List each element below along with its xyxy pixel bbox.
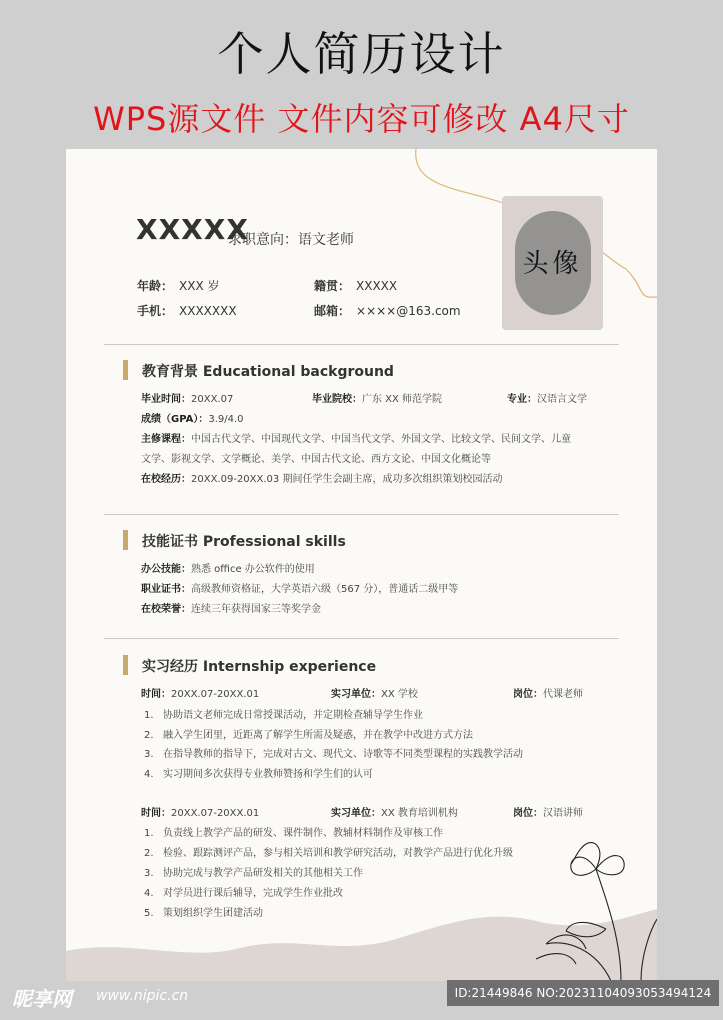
gpa-value: 3.9/4.0 [208, 414, 244, 425]
job2-item: 1. 负责线上教学产品的研发、课件制作、教辅材料制作及审核工作 [144, 828, 443, 839]
job-intent: 求职意向：语文老师 [228, 232, 354, 248]
grad-time-value: 20XX.07 [191, 394, 234, 405]
age-label: 年龄： [137, 279, 174, 293]
job-post-value: 汉语讲师 [543, 808, 583, 819]
job-item-text: 融入学生团里，近距离了解学生所需及疑惑，并在教学中改进方式方法 [163, 730, 473, 741]
job1-item: 1. 协助语文老师完成日常授课活动，并定期检查辅导学生作业 [144, 710, 423, 721]
job-time-label: 时间： [141, 689, 171, 700]
job-item-text: 检验、跟踪测评产品，参与相关培训和教学研究活动，对教学产品进行优化升级 [163, 848, 513, 859]
office-value: 熟悉 office 办公软件的使用 [191, 564, 315, 575]
banner-subtitle: WPS源文件 文件内容可修改 A4尺寸 [93, 100, 630, 138]
job1-time [141, 685, 259, 700]
photo-label: 头像 [522, 249, 583, 279]
job-unit-label: 实习单位： [331, 689, 381, 700]
job-post-value: 代课老师 [543, 689, 583, 700]
courses-label: 主修课程： [141, 434, 191, 445]
grad-time-label: 毕业时间： [141, 394, 191, 405]
job1-post [513, 685, 583, 700]
certificate [141, 580, 458, 595]
cert-label: 职业证书： [141, 584, 191, 595]
divider [104, 514, 619, 515]
section-marker [123, 530, 128, 550]
job1-item: 2. 融入学生团里，近距离了解学生所需及疑惑，并在教学中改进方式方法 [144, 730, 473, 741]
photo-placeholder [502, 196, 603, 330]
honor [141, 600, 321, 615]
major-label: 专业： [507, 394, 537, 405]
job-time-value: 20XX.07-20XX.01 [171, 808, 260, 819]
job-item-text: 实习期间多次获得专业教师赞扬和学生们的认可 [163, 769, 373, 780]
banner-title: 个人简历设计 [217, 27, 506, 81]
image-id-bar: ID:21449846 NO:20231104093053494124 [447, 980, 719, 1006]
phone-value: XXXXXXX [179, 304, 237, 318]
candidate-name: XXXXX [136, 213, 249, 246]
resume-page [66, 149, 657, 981]
job2-item: 4. 对学员进行课后辅导，完成学生作业批改 [144, 888, 343, 899]
school-exp-value: 20XX.09-20XX.03 期间任学生会副主席，成功多次组织策划校园活动 [191, 474, 503, 485]
grad-time [141, 390, 233, 405]
office-label: 办公技能： [141, 564, 191, 575]
cert-value: 高级教师资格证，大学英语六级（567 分），普通话二级甲等 [191, 584, 459, 595]
watermark-logo: 昵享网 [12, 987, 72, 1011]
job-item-text: 协助完成与教学产品研发相关的其他相关工作 [163, 868, 363, 879]
email-row [314, 302, 461, 319]
courses [141, 430, 571, 445]
job-item-text: 负责线上教学产品的研发、课件制作、教辅材料制作及审核工作 [163, 828, 443, 839]
age-value: XXX 岁 [179, 279, 220, 293]
job-item-text: 协助语文老师完成日常授课活动，并定期检查辅导学生作业 [163, 710, 423, 721]
grad-school [312, 390, 442, 405]
courses-cont: 文学、影视文学、文学概论、美学、中国古代文论、西方文论、中国文化概论等 [141, 454, 491, 465]
job-unit-label: 实习单位： [331, 808, 381, 819]
job-item-text: 策划组织学生团建活动 [163, 908, 263, 919]
major-value: 汉语言文学 [537, 394, 587, 405]
gpa [141, 410, 244, 425]
section-marker [123, 655, 128, 675]
divider [104, 638, 619, 639]
job-unit-value: XX 教育培训机构 [381, 808, 458, 819]
grad-school-label: 毕业院校： [312, 394, 362, 405]
hometown-row [314, 277, 397, 294]
hometown-label: 籍贯： [314, 279, 351, 293]
job-item-text: 对学员进行课后辅导，完成学生作业批改 [163, 888, 343, 899]
section-title: 教育背景 Educational background [142, 364, 394, 380]
office-skill [141, 560, 315, 575]
job-time-value: 20XX.07-20XX.01 [171, 689, 260, 700]
job-post-label: 岗位： [513, 689, 543, 700]
major [507, 390, 587, 405]
school-exp-label: 在校经历： [141, 474, 191, 485]
job2-time [141, 804, 259, 819]
phone-row [137, 302, 237, 319]
email-value: ××××@163.com [356, 304, 461, 318]
job2-post [513, 804, 583, 819]
section-marker [123, 360, 128, 380]
job1-unit [331, 685, 418, 700]
job1-item: 4. 实习期间多次获得专业教师赞扬和学生们的认可 [144, 769, 373, 780]
job-post-label: 岗位： [513, 808, 543, 819]
courses-line1: 中国古代文学、中国现代文学、中国当代文学、外国文学、比较文学、民间文学、儿童 [191, 434, 571, 445]
job2-item: 3. 协助完成与教学产品研发相关的其他相关工作 [144, 868, 363, 879]
job2-item: 5. 策划组织学生团建活动 [144, 908, 263, 919]
job-item-text: 在指导教师的指导下，完成对古文、现代文、诗歌等不同类型课程的实践教学活动 [163, 749, 523, 760]
phone-label: 手机： [137, 304, 174, 318]
gpa-label: 成绩（GPA）： [141, 414, 209, 425]
divider [104, 344, 619, 345]
email-label: 邮箱： [314, 304, 351, 318]
section-title: 实习经历 Internship experience [142, 659, 377, 675]
honor-label: 在校荣誉： [141, 604, 191, 615]
job1-item: 3. 在指导教师的指导下，完成对古文、现代文、诗歌等不同类型课程的实践教学活动 [144, 749, 523, 760]
job-time-label: 时间： [141, 808, 171, 819]
job2-unit [331, 804, 458, 819]
school-experience [141, 470, 502, 485]
hometown-value: XXXXX [356, 279, 398, 293]
section-title: 技能证书 Professional skills [142, 534, 346, 550]
bottom-wave [66, 909, 657, 981]
job-unit-value: XX 学校 [381, 689, 418, 700]
grad-school-value: 广东 XX 师范学院 [362, 394, 443, 405]
watermark-url: www.nipic.cn [96, 988, 189, 1004]
age-row [137, 277, 220, 294]
honor-value: 连续三年获得国家三等奖学金 [191, 604, 321, 615]
job2-item: 2. 检验、跟踪测评产品，参与相关培训和教学研究活动，对教学产品进行优化升级 [144, 848, 513, 859]
